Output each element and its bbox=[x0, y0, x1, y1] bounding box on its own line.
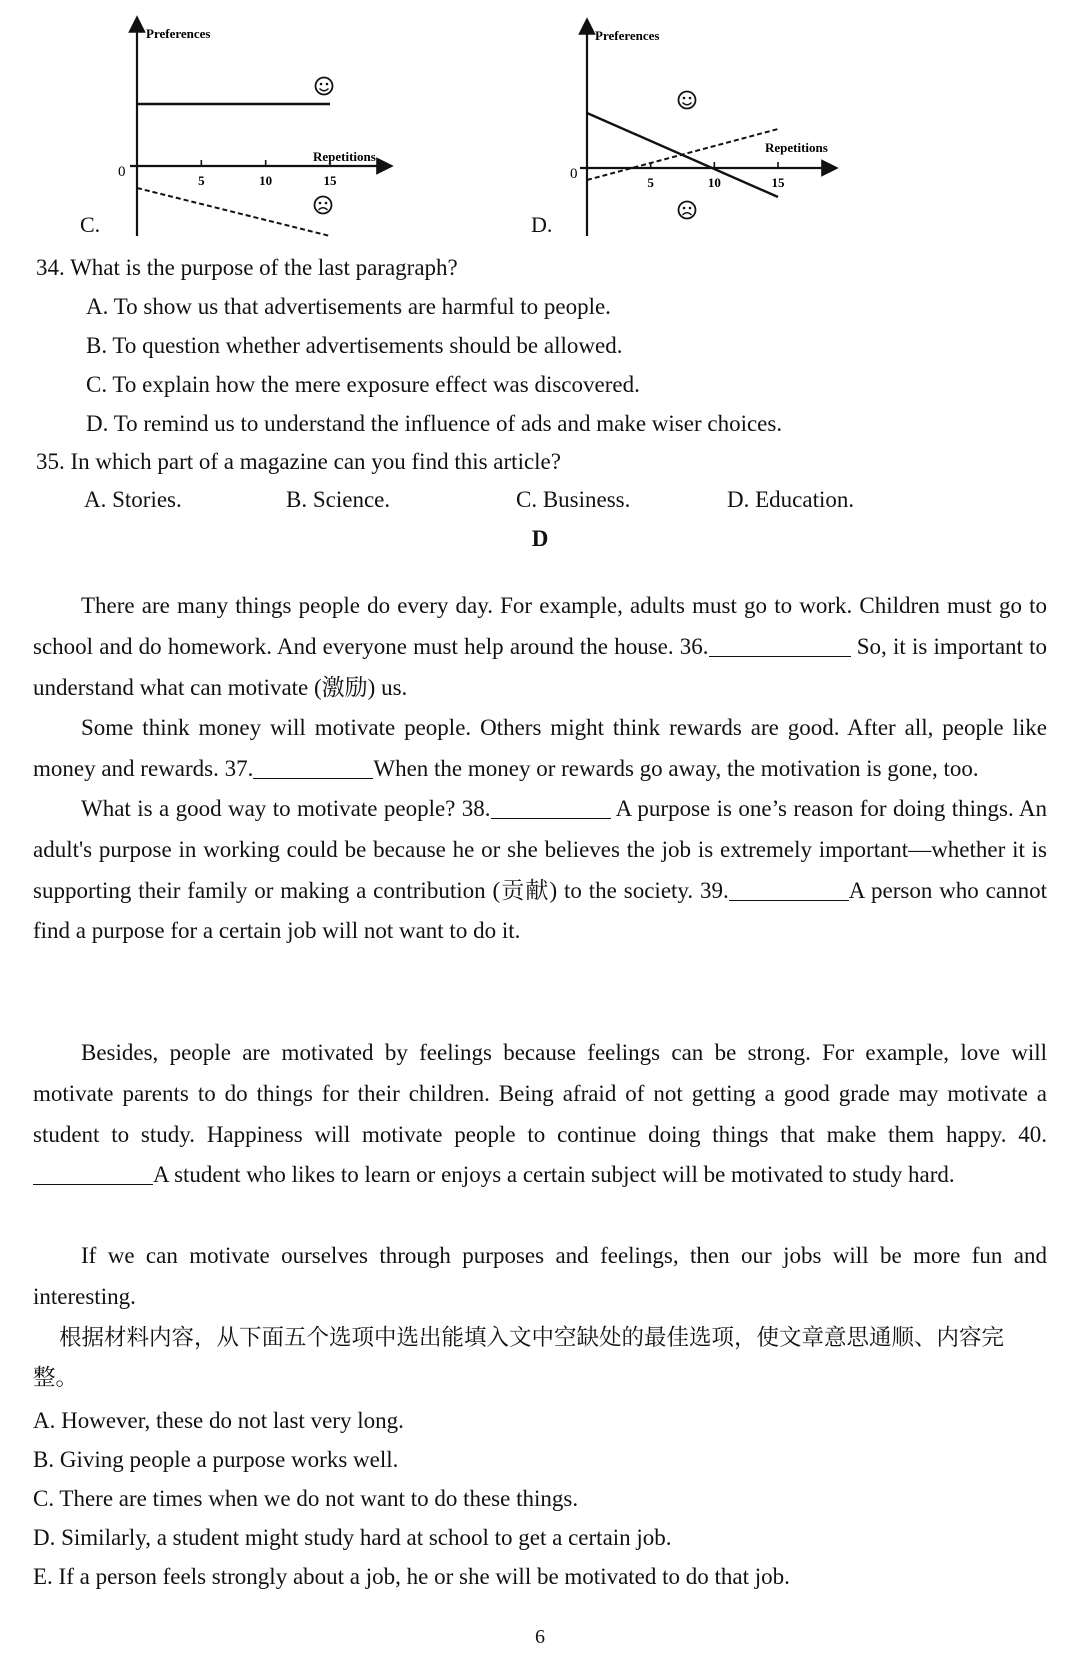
blank-36 bbox=[709, 633, 851, 657]
smiley-face-icon bbox=[316, 78, 333, 95]
chart-d bbox=[530, 14, 860, 244]
question-35-stem: 35. In which part of a magazine can you find this article? bbox=[36, 449, 561, 474]
question-34-option-a: A. To show us that advertisements are harmful to people. bbox=[86, 294, 611, 319]
paragraph-2-text-b: When the money or rewards go away, the motivation is gone, too. bbox=[373, 755, 979, 781]
blank-39 bbox=[729, 877, 849, 901]
chart-d-tick-label-15: 15 bbox=[771, 175, 785, 190]
instruction-content: 根据材料内容，从下面五个选项中选出能填入文中空缺处的最佳选项，使文章意思通顺、内容完整。 bbox=[33, 1325, 1005, 1391]
chart-d-svg bbox=[530, 14, 860, 244]
smiley-face-icon bbox=[679, 92, 696, 109]
chart-c-xlabel: Repetitions bbox=[313, 149, 376, 164]
page-number: 6 bbox=[535, 1626, 545, 1648]
chart-c-tick-label-10: 10 bbox=[259, 173, 273, 188]
choice-c: C. There are times when we do not want to do these things. bbox=[33, 1486, 579, 1511]
chart-d-tick-label-10: 10 bbox=[707, 175, 721, 190]
chart-c bbox=[80, 14, 410, 244]
paragraph-4-text-a: Besides, people are motivated by feelings because feelings can be strong. For example, love will motivate parents to do things for their children. Being afraid of not getting a good grade may motivate a student to study. Happiness will motivate people to continue doing things that make them happy. 40. bbox=[33, 1040, 1047, 1147]
chart-c-tick-label-5: 5 bbox=[198, 173, 205, 188]
paragraph-1-text-b: So, it is important to understand what can motivate (激励) us. bbox=[33, 633, 1047, 700]
chart-c-svg bbox=[80, 14, 410, 244]
chart-d-tick-label-5: 5 bbox=[647, 175, 654, 190]
instruction-text bbox=[33, 1318, 1047, 1398]
paragraph-3-text-c: A person who cannot find a purpose for a certain job will not want to do it. bbox=[33, 877, 1047, 944]
question-34-option-c: C. To explain how the mere exposure effect was discovered. bbox=[86, 372, 640, 397]
question-35-option-c: C. Business. bbox=[516, 487, 631, 512]
choice-d: D. Similarly, a student might study hard at school to get a certain job. bbox=[33, 1525, 672, 1550]
chart-c-series-dashed-line bbox=[137, 188, 330, 236]
chart-c-tick-label-15: 15 bbox=[323, 173, 337, 188]
chart-c-origin: 0 bbox=[118, 164, 126, 180]
choice-b: B. Giving people a purpose works well. bbox=[33, 1447, 399, 1472]
paragraph-3-text-b: A purpose is one’s reason for doing things. An adult's purpose in working could be because he or she believes the job is extremely important—whether it is supporting their family or making a contribution (贡献) to the society. 39. bbox=[33, 796, 1047, 903]
blank-40 bbox=[33, 1161, 153, 1185]
frowning-face-icon bbox=[679, 202, 696, 219]
passage-paragraph-1 bbox=[33, 586, 1047, 708]
chart-c-ylabel: Preferences bbox=[146, 26, 211, 41]
question-34-stem: 34. What is the purpose of the last paragraph? bbox=[36, 255, 458, 280]
passage-paragraph-5 bbox=[33, 1236, 1047, 1318]
question-35-option-a: A. Stories. bbox=[84, 487, 182, 512]
question-35-option-d: D. Education. bbox=[727, 487, 855, 512]
chart-d-origin: 0 bbox=[570, 166, 578, 182]
choice-a: A. However, these do not last very long. bbox=[33, 1408, 404, 1433]
paragraph-3-text-a: What is a good way to motivate people? 38. bbox=[81, 796, 491, 821]
passage-paragraph-2 bbox=[33, 708, 1047, 790]
paragraph-5-text: If we can motivate ourselves through purposes and feelings, then our jobs will be more fun and interesting. bbox=[33, 1243, 1047, 1309]
paragraph-2-text-a: Some think money will motivate people. Others might think rewards are good. After all, people like money and rewards. 37. bbox=[33, 715, 1047, 781]
chart-c-letter: C. bbox=[80, 212, 101, 237]
choice-e: E. If a person feels strongly about a job, he or she will be motivated to do that job. bbox=[33, 1564, 790, 1589]
question-34-option-b: B. To question whether advertisements should be allowed. bbox=[86, 333, 623, 358]
passage-paragraph-4 bbox=[33, 1033, 1047, 1196]
chart-d-ylabel: Preferences bbox=[595, 28, 660, 43]
section-title: D bbox=[531, 526, 549, 551]
paragraph-1-text-a: There are many things people do every day. For example, adults must go to work. Children must go to school and do homework. And everyone must help around the house. 36. bbox=[33, 593, 1047, 659]
passage-paragraph-3 bbox=[33, 789, 1047, 952]
blank-38 bbox=[491, 795, 611, 819]
question-34-option-d: D. To remind us to understand the influence of ads and make wiser choices. bbox=[86, 411, 783, 436]
blank-37 bbox=[253, 755, 373, 779]
paragraph-4-text-b: A student who likes to learn or enjoys a certain subject will be motivated to study hard. bbox=[153, 1162, 955, 1188]
frowning-face-icon bbox=[315, 197, 332, 214]
chart-d-xlabel: Repetitions bbox=[765, 140, 828, 155]
chart-d-letter: D. bbox=[531, 212, 553, 237]
chart-d-series-dashed-line bbox=[587, 129, 778, 180]
question-35-option-b: B. Science. bbox=[286, 487, 391, 512]
